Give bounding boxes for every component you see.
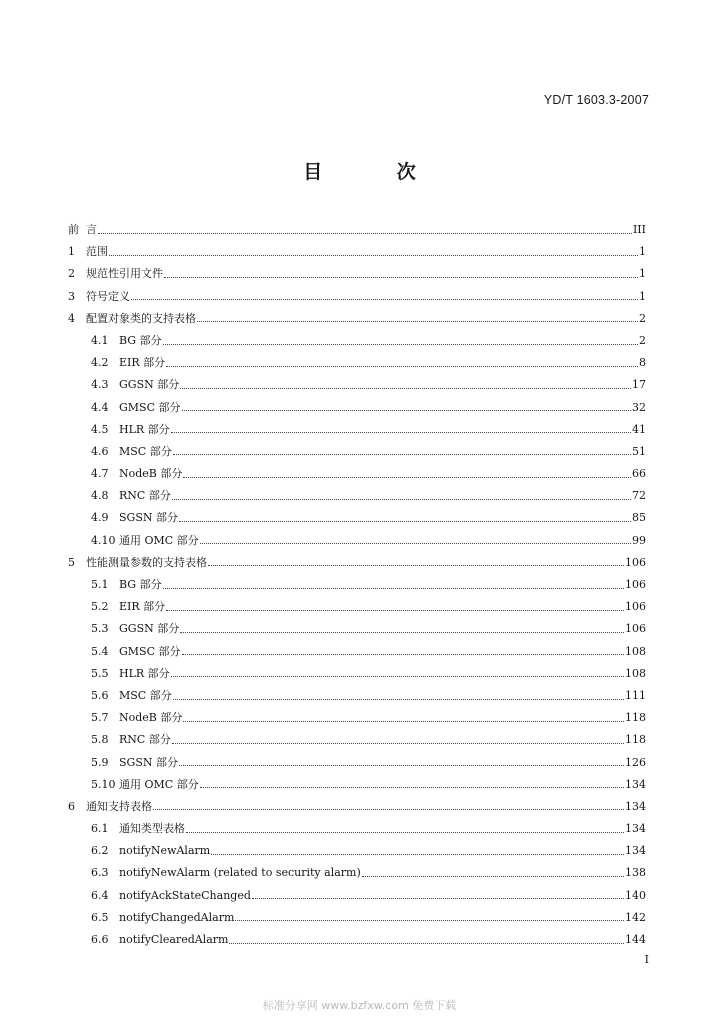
dot-leader	[182, 410, 632, 411]
toc-entry-page: 32	[632, 400, 646, 414]
toc-entry-label: MSC 部分	[119, 444, 172, 458]
toc-entry-label: HLR 部分	[119, 422, 170, 436]
toc-entry-number: 5	[68, 555, 75, 569]
toc-entry-label: EIR 部分	[119, 600, 166, 614]
dot-leader	[179, 765, 624, 766]
toc-entry[interactable]	[68, 752, 646, 774]
toc-entry-label: notifyNewAlarm	[119, 844, 211, 858]
toc-entry-page: 134	[625, 844, 646, 858]
toc-entry-page: 108	[625, 644, 646, 658]
toc-entry[interactable]	[68, 397, 646, 419]
dot-leader	[173, 454, 631, 455]
dot-leader	[173, 699, 624, 700]
toc-entry[interactable]	[68, 463, 646, 485]
toc-entry[interactable]	[68, 507, 646, 529]
dot-leader	[186, 832, 624, 833]
toc-entry-number: 6.5	[91, 910, 109, 924]
toc-entry-number: 5.1	[91, 578, 109, 591]
dot-leader	[197, 321, 638, 322]
toc-entry-page: 8	[639, 356, 646, 370]
toc-entry-page: 2	[639, 333, 646, 347]
toc-entry-number: 3	[68, 289, 75, 303]
dot-leader	[171, 432, 631, 433]
toc-entry[interactable]	[68, 707, 646, 729]
dot-leader	[98, 233, 632, 234]
toc-entry-number: 5.2	[91, 600, 109, 614]
toc-entry-label: 通知支持表格	[86, 799, 152, 813]
dot-leader	[183, 477, 631, 478]
toc-entry[interactable]	[68, 552, 646, 574]
toc-entry-number: 6.6	[91, 933, 109, 946]
toc-entry-label: BG 部分	[119, 333, 162, 347]
toc-entry-label: notifyNewAlarm (related to security alarm)	[119, 866, 361, 880]
toc-entry-label: 性能测量参数的支持表格	[86, 555, 207, 569]
toc-entry-label: GGSN 部分	[119, 622, 180, 636]
toc-entry-page: 106	[625, 600, 646, 614]
toc-entry[interactable]	[68, 241, 646, 263]
toc-entry-page: 108	[625, 666, 646, 680]
toc-entry-page: 142	[625, 910, 646, 924]
toc-entry-page: III	[632, 223, 646, 236]
dot-leader	[362, 876, 624, 877]
dot-leader	[211, 854, 624, 855]
toc-entry[interactable]	[68, 796, 646, 818]
toc-entry-page: 106	[625, 622, 646, 636]
toc-entry-number: 6.1	[91, 822, 109, 836]
toc-entry[interactable]	[68, 641, 646, 663]
toc-entry-page: 138	[625, 866, 646, 880]
dot-leader	[171, 676, 624, 677]
dot-leader	[166, 366, 638, 367]
toc-entry-label: BG 部分	[119, 578, 162, 591]
toc-entry-page: 118	[625, 711, 646, 725]
toc-entry[interactable]	[68, 840, 646, 862]
toc-entry-label: MSC 部分	[119, 688, 172, 702]
toc-entry-number: 4.4	[91, 400, 109, 414]
toc-entry[interactable]	[68, 530, 646, 552]
toc-entry-label: 范围	[86, 245, 108, 259]
toc-entry-page: 140	[625, 888, 646, 902]
toc-entry-number: 5.5	[91, 666, 109, 680]
table-of-contents	[68, 219, 646, 951]
toc-entry[interactable]	[68, 441, 646, 463]
document-code: YD/T 1603.3-2007	[543, 93, 649, 107]
toc-entry-page: 1	[639, 245, 646, 259]
dot-leader	[131, 299, 638, 300]
toc-entry-label: GMSC 部分	[119, 644, 181, 658]
toc-entry-number: 6	[68, 799, 75, 813]
toc-entry-label: HLR 部分	[119, 666, 170, 680]
toc-entry-number: 4.1	[91, 333, 109, 347]
dot-leader	[172, 499, 631, 500]
toc-entry-number: 5.3	[91, 622, 109, 636]
dot-leader	[109, 255, 638, 256]
page-number: I	[644, 953, 649, 966]
toc-entry-label: notifyAckStateChanged	[119, 888, 251, 902]
toc-entry-number: 前	[68, 223, 79, 236]
watermark: 标准分享网 www.bzfxw.com 免费下载	[262, 999, 457, 1012]
toc-entry-label: 配置对象类的支持表格	[86, 311, 196, 325]
toc-entry-label: EIR 部分	[119, 356, 166, 370]
toc-entry[interactable]	[68, 907, 646, 929]
toc-entry[interactable]	[68, 885, 646, 907]
dot-leader	[166, 610, 624, 611]
toc-entry-page: 134	[625, 799, 646, 813]
toc-entry-page: 85	[632, 511, 646, 525]
toc-entry-label: RNC 部分	[119, 733, 171, 747]
toc-entry-label: 通知类型表格	[119, 822, 185, 836]
toc-entry-label: 规范性引用文件	[86, 267, 163, 281]
toc-entry-number: 5.4	[91, 644, 109, 658]
toc-entry[interactable]	[68, 862, 646, 884]
toc-entry-number: 4.3	[91, 378, 109, 392]
dot-leader	[172, 743, 624, 744]
toc-entry-label: SGSN 部分	[119, 511, 178, 525]
toc-entry-number: 5.6	[91, 688, 109, 702]
toc-entry-number: 4.7	[91, 467, 109, 481]
dot-leader	[179, 521, 631, 522]
toc-entry-number: 4.10	[91, 533, 116, 547]
toc-entry-number: 4.5	[91, 422, 109, 436]
toc-entry[interactable]	[68, 374, 646, 396]
toc-entry[interactable]	[68, 219, 646, 241]
toc-entry[interactable]	[68, 330, 646, 352]
dot-leader	[200, 543, 631, 544]
toc-entry-number: 5.7	[91, 711, 109, 725]
toc-entry-page: 72	[632, 489, 646, 503]
toc-entry-page: 134	[625, 777, 646, 791]
toc-entry[interactable]	[68, 774, 646, 796]
toc-entry-page: 106	[625, 555, 646, 569]
toc-entry-number: 4	[68, 311, 75, 325]
toc-entry-number: 6.2	[91, 844, 109, 858]
toc-entry-label: 通用 OMC 部分	[119, 533, 199, 547]
toc-entry[interactable]	[68, 308, 646, 330]
toc-entry-page: 2	[639, 311, 646, 325]
toc-entry-number: 5.9	[91, 755, 109, 769]
toc-entry-label: RNC 部分	[119, 489, 171, 503]
dot-leader	[180, 632, 624, 633]
toc-entry-number: 6.4	[91, 888, 109, 902]
toc-entry-label: notifyClearedAlarm	[119, 933, 229, 946]
toc-entry[interactable]	[68, 729, 646, 751]
dot-leader	[182, 654, 625, 655]
dot-leader	[208, 565, 624, 566]
dot-leader	[235, 920, 624, 921]
dot-leader	[229, 943, 624, 944]
toc-entry-label: GMSC 部分	[119, 400, 181, 414]
toc-entry[interactable]	[68, 618, 646, 640]
dot-leader	[252, 898, 624, 899]
toc-entry-number: 4.2	[91, 356, 109, 370]
toc-entry[interactable]	[68, 419, 646, 441]
toc-entry-page: 1	[639, 289, 646, 303]
toc-entry-number: 1	[68, 245, 75, 259]
toc-entry-page: 51	[632, 444, 646, 458]
toc-entry-label: 符号定义	[86, 289, 130, 303]
toc-entry-label: NodeB 部分	[119, 467, 183, 481]
toc-entry-page: 144	[625, 933, 646, 946]
toc-entry-number: 4.8	[91, 489, 109, 503]
toc-entry-label: NodeB 部分	[119, 711, 183, 725]
toc-entry-label: GGSN 部分	[119, 378, 180, 392]
toc-entry-number: 4.9	[91, 511, 109, 525]
dot-leader	[183, 721, 624, 722]
page-title: 目 次	[303, 161, 450, 183]
toc-entry-number: 2	[68, 267, 75, 281]
toc-entry[interactable]	[68, 663, 646, 685]
toc-entry-page: 99	[632, 533, 646, 547]
toc-entry[interactable]	[68, 485, 646, 507]
dot-leader	[164, 277, 638, 278]
toc-entry[interactable]	[68, 574, 646, 596]
toc-entry[interactable]	[68, 263, 646, 285]
toc-entry[interactable]	[68, 286, 646, 308]
toc-entry[interactable]	[68, 929, 646, 951]
dot-leader	[200, 787, 624, 788]
toc-entry-page: 66	[632, 467, 646, 481]
toc-entry-number: 6.3	[91, 866, 109, 880]
dot-leader	[153, 809, 624, 810]
toc-entry[interactable]	[68, 818, 646, 840]
toc-entry-page: 118	[625, 733, 646, 747]
toc-entry-number: 5.10	[91, 777, 116, 791]
toc-entry-label: notifyChangedAlarm	[119, 910, 235, 924]
toc-entry-label: 言	[86, 223, 97, 236]
dot-leader	[163, 588, 624, 589]
toc-entry-page: 41	[632, 422, 646, 436]
toc-entry-page: 134	[625, 822, 646, 836]
toc-entry-label: 通用 OMC 部分	[119, 777, 199, 791]
toc-entry-page: 106	[625, 578, 646, 591]
toc-entry-page: 126	[625, 755, 646, 769]
toc-entry-page: 1	[639, 267, 646, 281]
dot-leader	[180, 388, 631, 389]
toc-entry-number: 4.6	[91, 444, 109, 458]
toc-entry-label: SGSN 部分	[119, 755, 178, 769]
toc-entry[interactable]	[68, 685, 646, 707]
toc-entry-number: 5.8	[91, 733, 109, 747]
toc-entry-page: 111	[625, 688, 646, 702]
toc-entry[interactable]	[68, 596, 646, 618]
dot-leader	[163, 344, 638, 345]
toc-entry-page: 17	[632, 378, 646, 392]
toc-entry[interactable]	[68, 352, 646, 374]
